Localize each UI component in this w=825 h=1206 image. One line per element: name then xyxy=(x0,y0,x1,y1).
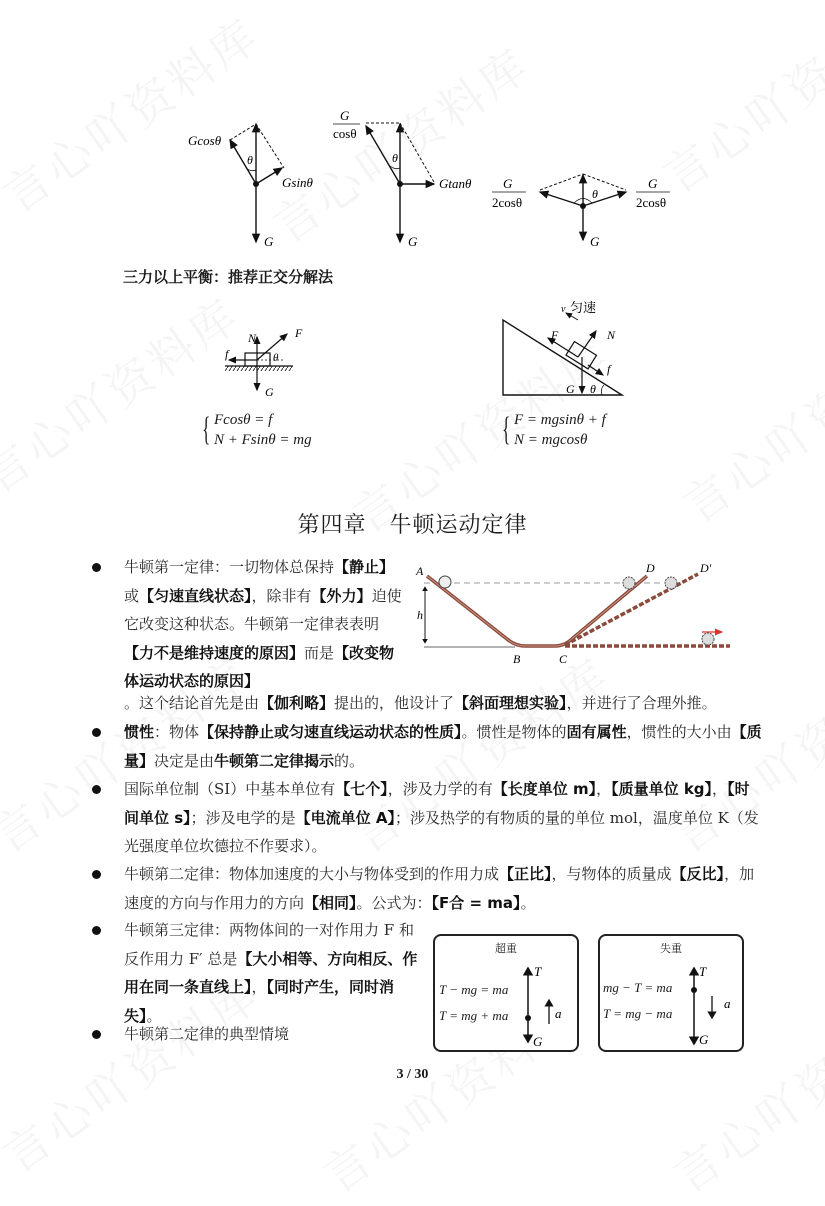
label-g: G xyxy=(265,385,274,399)
label-n: N xyxy=(607,328,616,342)
bullet-dot xyxy=(92,785,101,794)
bullet-dot xyxy=(92,563,101,572)
equation-1: F = mgsinθ + f xyxy=(514,412,606,428)
overweight-box xyxy=(433,934,579,1052)
force-decomposition-diagrams xyxy=(170,100,690,260)
watermark xyxy=(668,310,825,536)
label-t: T xyxy=(699,964,707,979)
label-gcos: Gcosθ xyxy=(188,133,222,148)
equation-2: T = mg + ma xyxy=(439,1008,509,1023)
galileo-ramp-diagram xyxy=(410,555,740,675)
label-theta: θ xyxy=(273,352,279,364)
diagram-gcos-gtan xyxy=(333,108,472,249)
paragraph-typical-scenarios: 牛顿第二定律的典型情境 xyxy=(124,1025,290,1043)
label-gtan: Gtanθ xyxy=(439,176,472,191)
equation-1: T − mg = ma xyxy=(439,982,509,997)
label-g: G xyxy=(408,234,418,249)
label-right-den: 2cosθ xyxy=(636,195,667,210)
overweight-force-diagram xyxy=(515,960,575,1048)
weightless-force-diagram xyxy=(684,960,740,1048)
bullet-dot xyxy=(92,926,101,935)
label-theta: θ xyxy=(247,153,253,167)
flat-surface-diagram xyxy=(215,320,345,400)
paragraph-inertia: 惯性：物体【保持静止或匀速直线运动状态的性质】。惯性是物体的固有属性，惯性的大小由【质量】决定是由牛顿第二定律揭示的。 xyxy=(124,723,762,770)
incline-diagram xyxy=(490,295,630,405)
label-b: B xyxy=(513,652,521,666)
box-title: 超重 xyxy=(495,942,517,955)
label-c: C xyxy=(559,652,568,666)
paragraph-first-law-tail: 。这个结论首先是由【伽利略】提出的，他设计了【斜面理想实验】，并进行了合理外推。 xyxy=(124,694,717,712)
label-g: G xyxy=(533,1034,543,1048)
box-title: 失重 xyxy=(660,942,682,955)
paragraph-si-units: 国际单位制（SI）中基本单位有【七个】，涉及力学的有【长度单位 m】，【质量单位 kg】，【时间单位 s】；涉及电学的是【电流单位 A】；涉及热学的有物质的量的单位 mol，温度单位 K（发光强度单位坎德拉不作要求）。 xyxy=(124,780,759,855)
label-frac-num: G xyxy=(340,108,350,123)
label-d-prime: D′ xyxy=(700,561,712,575)
label-a: a xyxy=(724,996,731,1011)
label-h: h xyxy=(417,608,423,622)
label-n: N xyxy=(248,331,257,345)
diagram-gcos-gsin xyxy=(188,124,314,249)
label-g: G xyxy=(590,234,600,249)
page-number: 3 / 30 xyxy=(396,1067,429,1082)
equation-2: N = mgcosθ xyxy=(514,432,588,448)
flat-equations: { Fcosθ = f N + Fsinθ = mg xyxy=(200,410,312,450)
label-theta: θ xyxy=(392,151,398,165)
label-gsin: Gsinθ xyxy=(282,175,313,190)
label-a: A xyxy=(416,564,424,578)
label-left-num: G xyxy=(503,176,513,191)
label-friction: f xyxy=(225,347,229,361)
label-f-force: F xyxy=(551,328,559,342)
label-theta: θ xyxy=(590,382,596,396)
equation-2: T = mg − ma xyxy=(603,1006,673,1021)
label-left-den: 2cosθ xyxy=(492,195,523,210)
equation-1: Fcosθ = f xyxy=(214,412,273,428)
bullet-dot xyxy=(92,1030,101,1039)
label-g: G xyxy=(699,1032,709,1047)
label-right-num: G xyxy=(648,176,658,191)
label-f-force: F xyxy=(295,326,303,340)
weightless-box xyxy=(598,934,744,1052)
label-g: G xyxy=(264,234,274,249)
equation-1: mg − T = ma xyxy=(603,980,673,995)
chapter-title: 第四章 牛顿运动定律 xyxy=(297,513,528,538)
label-t: T xyxy=(534,964,542,979)
label-a: a xyxy=(555,1006,562,1021)
equation-2: N + Fsinθ = mg xyxy=(214,432,312,448)
section-label: 三力以上平衡：推荐正交分解法 xyxy=(123,268,334,286)
paragraph-second-law: 牛顿第二定律：物体加速度的大小与物体受到的作用力成【正比】，与物体的质量成【反比】，加速度的方向与作用力的方向【相同】。公式为：【F合 = ma】。 xyxy=(124,865,755,912)
paragraph-first-law xyxy=(124,553,404,696)
label-v: v xyxy=(561,304,566,315)
label-uniform-speed: 匀速 xyxy=(570,301,597,316)
bullet-dot xyxy=(92,728,101,737)
label-g: G xyxy=(566,382,575,396)
diagram-2cos xyxy=(492,174,670,249)
first-law-text-1: 牛顿第一定律：一切物体总保持【静止】或【匀速直线状态】，除非有【外力】迫使它改变这种状态。牛顿第一定律表表明【力不是维持速度的原因】而是【改变物体运动状态的原因】 xyxy=(124,558,402,690)
label-frac-den: cosθ xyxy=(333,126,357,141)
incline-equations: { F = mgsinθ + f N = mgcosθ xyxy=(500,410,606,450)
bullet-dot xyxy=(92,870,101,879)
label-theta: θ xyxy=(592,187,598,201)
label-friction: f xyxy=(607,362,611,376)
label-d: D xyxy=(646,561,655,575)
paragraph-third-law: 牛顿第三定律：两物体间的一对作用力 F 和反作用力 F′ 总是【大小相等、方向相反、作用在同一条直线上】，【同时产生，同时消失】。 xyxy=(124,921,418,1025)
